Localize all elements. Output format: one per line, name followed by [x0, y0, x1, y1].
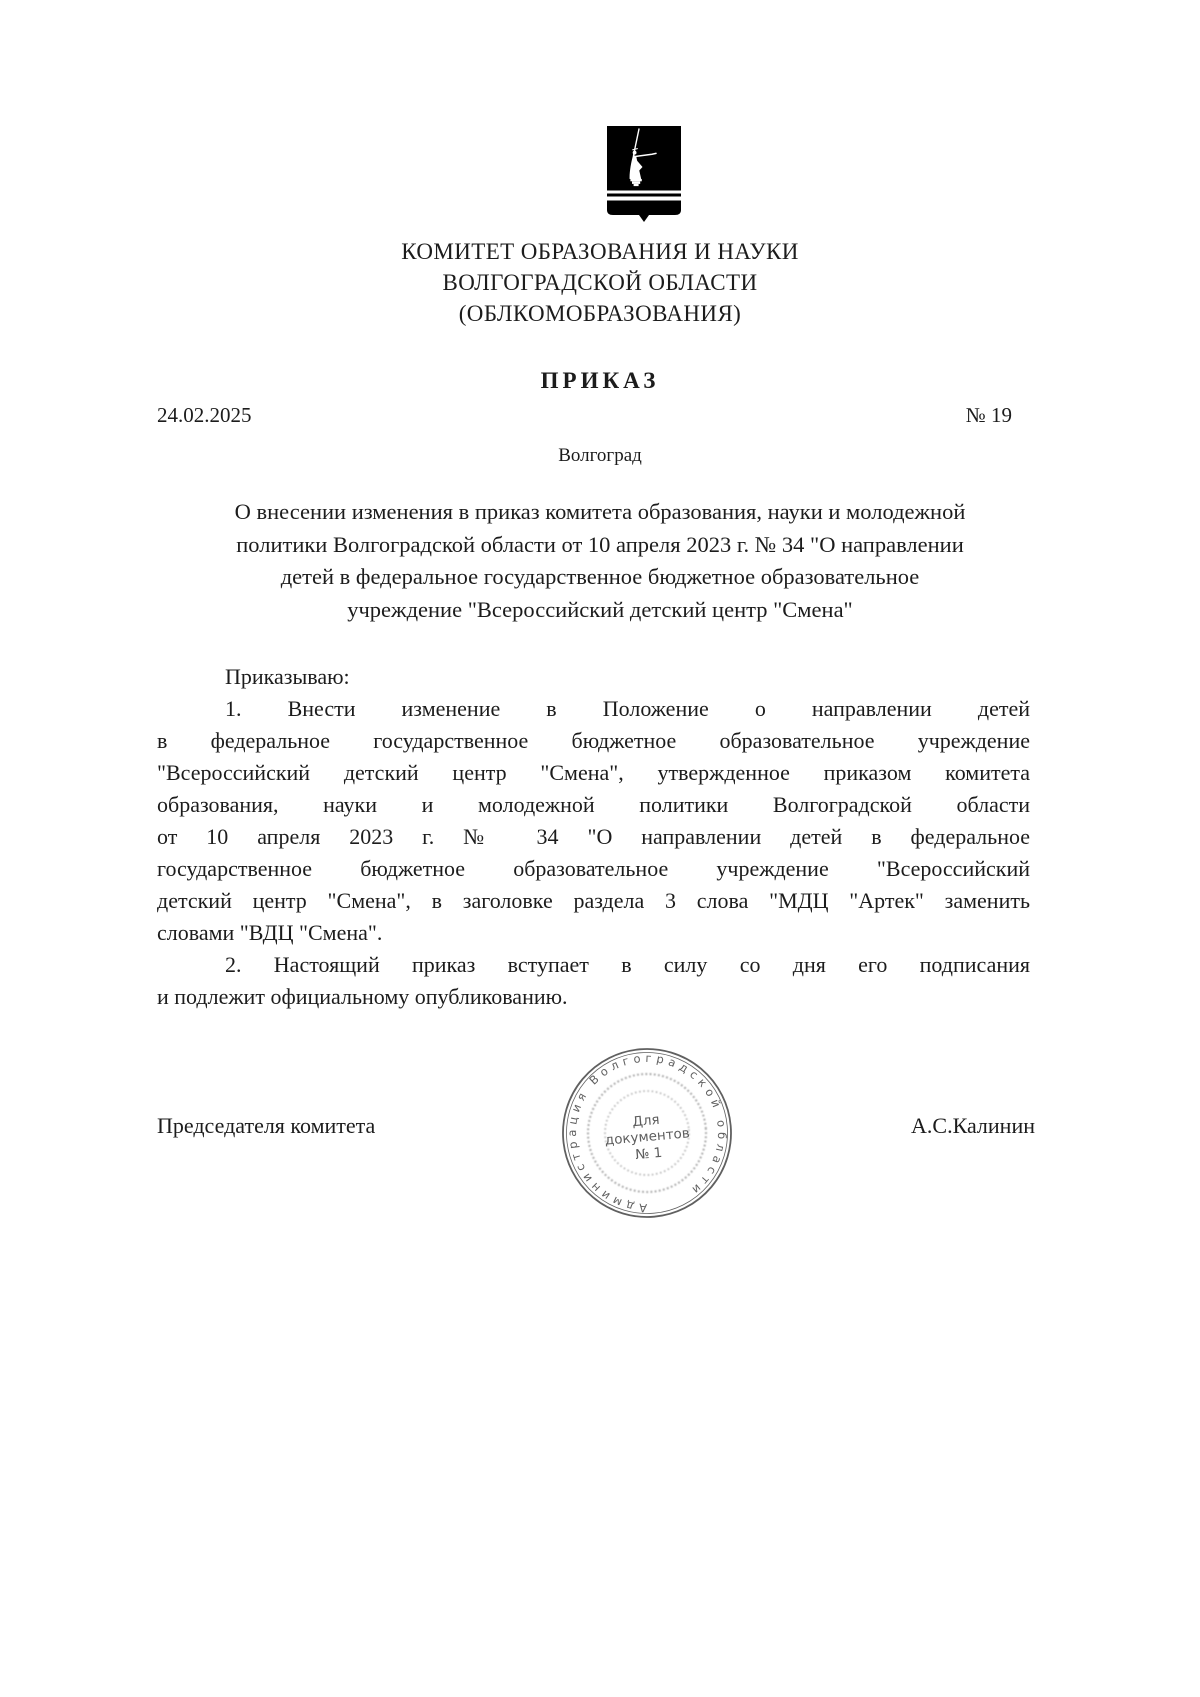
document-body	[157, 661, 1030, 1013]
paragraph-1-line: 1. Внести изменение в Положение о направлении детей	[225, 696, 1030, 721]
shield-emblem-graphic	[605, 126, 683, 222]
coat-of-arms-icon	[605, 126, 683, 222]
order-intro: Приказываю:	[225, 664, 350, 689]
paragraph-1-line: от 10 апреля 2023 г. № 34 "О направлении детей в федеральное	[157, 824, 1030, 849]
city-label: Волгоград	[558, 445, 642, 466]
organization-name-line: ВОЛГОГРАДСКОЙ ОБЛАСТИ	[442, 270, 758, 295]
paragraph-1-line: детский центр "Смена", в заголовке раздела 3 слова "МДЦ "Артек" заменить	[157, 888, 1030, 913]
paragraph-2	[157, 949, 1030, 1013]
document-title-line: О внесении изменения в приказ комитета образования, науки и молодежной	[234, 499, 966, 524]
signer-position: Председателя комитета	[157, 1113, 376, 1138]
stamp-center-line-2: документов	[604, 1125, 691, 1149]
document-type-heading: ПРИКАЗ	[540, 368, 660, 393]
organization-name	[0, 236, 1200, 329]
paragraph-1-line: образования, науки и молодежной политики Волгоградской области	[157, 792, 1030, 817]
document-number: № 19	[965, 403, 1012, 427]
date-number-row	[157, 402, 1032, 428]
document-date: 24.02.2025	[157, 403, 252, 427]
document-title-line: детей в федеральное государственное бюджетное образовательное	[280, 564, 920, 589]
document-title-line: учреждение "Всероссийский детский центр "Смена"	[347, 596, 853, 622]
paragraph-1	[157, 693, 1030, 949]
stamp-center-line-3: № 1	[634, 1144, 663, 1164]
paragraph-2-line: 2. Настоящий приказ вступает в силу со дня его подписания	[225, 952, 1030, 977]
organization-name-line: КОМИТЕТ ОБРАЗОВАНИЯ И НАУКИ	[401, 239, 799, 264]
stamp-rim-text: Администрация Волгоградской области	[564, 1050, 730, 1216]
organization-name-line: (ОБЛКОМОБРАЗОВАНИЯ)	[458, 301, 742, 326]
official-round-stamp	[559, 1045, 735, 1221]
paragraph-1-line: словами "ВДЦ "Смена".	[157, 920, 383, 945]
document-title	[163, 496, 1037, 626]
document-title-line: политики Волгоградской области от 10 апреля 2023 г. № 34 "О направлении	[236, 531, 964, 557]
paragraph-1-line: государственное бюджетное образовательное учреждение "Всероссийский	[157, 856, 1030, 881]
stamp-center-line-1: Для	[631, 1111, 661, 1131]
paragraph-1-line: в федеральное государственное бюджетное образовательное учреждение	[157, 728, 1030, 753]
signer-name: А.С.Калинин	[911, 1113, 1035, 1138]
paragraph-2-line: и подлежит официальному опубликованию.	[157, 984, 568, 1009]
paragraph-1-line: "Всероссийский детский центр "Смена", утвержденное приказом комитета	[157, 760, 1030, 785]
